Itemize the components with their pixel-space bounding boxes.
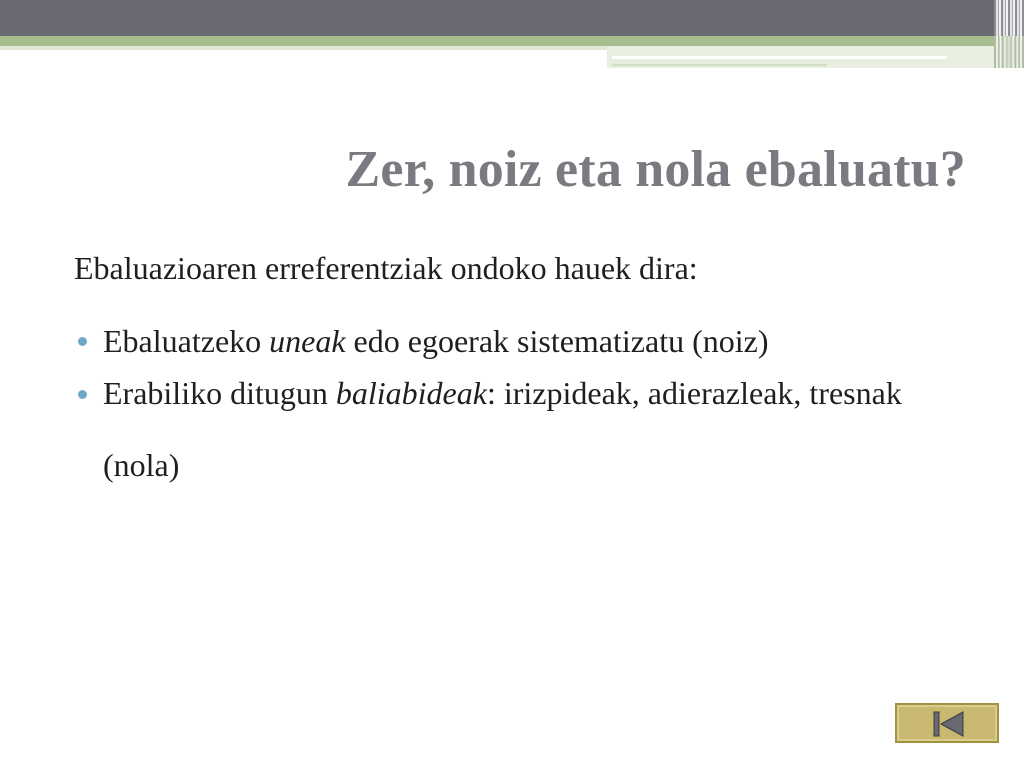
header-accent-bar bbox=[0, 36, 1024, 46]
header-step-line bbox=[612, 56, 947, 59]
bullet-text-before: Ebaluatzeko bbox=[103, 323, 270, 359]
bullet-text-emphasis: baliabideak bbox=[335, 375, 487, 411]
bullet-item bbox=[74, 357, 954, 501]
bullet-dot-icon bbox=[78, 390, 87, 399]
header-step-line bbox=[612, 64, 827, 66]
bullet-text-after: : irizpideak, adierazleak, tresnak (nola) bbox=[103, 375, 902, 483]
header-stripes-accent bbox=[994, 36, 1024, 68]
slide-title: Zer, noiz eta nola ebaluatu? bbox=[345, 141, 966, 198]
bullet-text-after: edo egoerak sistematizatu (noiz) bbox=[345, 323, 769, 359]
header-bar bbox=[0, 0, 1024, 36]
bullet-text-emphasis: uneak bbox=[269, 323, 346, 359]
first-slide-button[interactable] bbox=[895, 703, 999, 743]
bullet-list bbox=[74, 315, 954, 501]
slide-intro-text: Ebaluazioaren erreferentziak ondoko hauek dira: bbox=[74, 250, 698, 286]
bullet-text-before: Erabiliko ditugun bbox=[103, 375, 336, 411]
bullet-dot-icon bbox=[78, 337, 87, 346]
skip-to-start-icon bbox=[933, 711, 965, 737]
